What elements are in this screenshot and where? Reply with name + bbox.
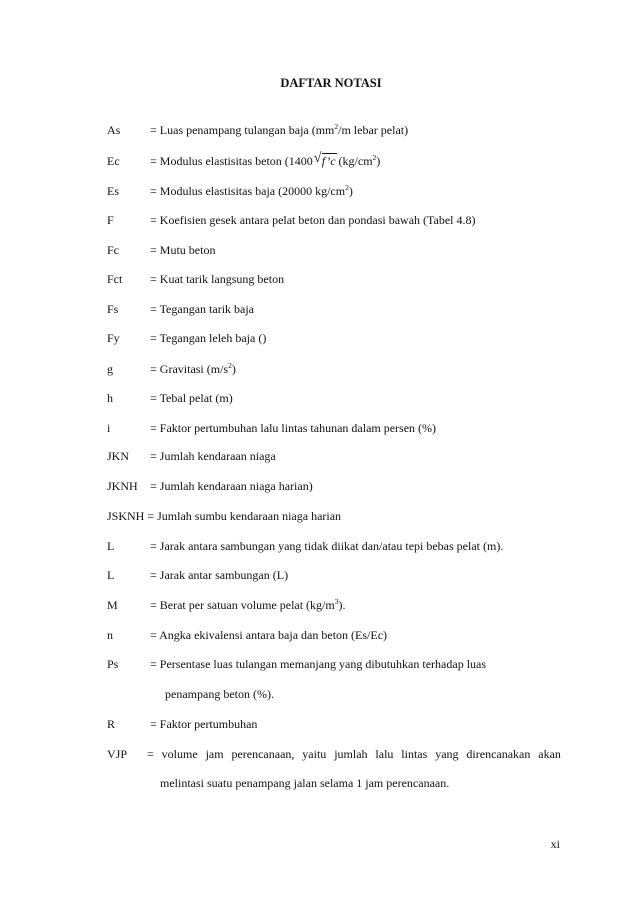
- notation-definition: [150, 271, 284, 287]
- notation-symbol: Es: [107, 184, 119, 198]
- definition-text: Koefisien gesek antara pelat beton dan pondasi bawah (Tabel 4.8): [159, 213, 476, 227]
- equals-sign: =: [150, 628, 160, 642]
- notation-symbol: F: [107, 213, 114, 227]
- definition-text: Mutu beton: [159, 243, 216, 257]
- notation-symbol: M: [107, 598, 118, 612]
- definition-word: yang: [435, 747, 459, 761]
- notation-definition: [150, 478, 313, 494]
- definition-word: yaitu: [302, 747, 327, 761]
- definition-word: jumlah: [334, 747, 368, 761]
- notation-definition: [150, 330, 266, 346]
- definition-word: lalu: [375, 747, 394, 761]
- notation-symbol: n: [107, 628, 113, 642]
- notation-definition: [150, 242, 215, 258]
- definition-text: ): [348, 184, 353, 198]
- definition-text: ): [376, 154, 381, 168]
- definition-text: Jarak antar sambungan (L): [159, 568, 289, 582]
- page-number: xi: [550, 837, 560, 851]
- definition-text: Jarak antara sambungan yang tidak diikat dan/atau tepi bebas pelat (m).: [159, 539, 504, 553]
- notation-definition: [150, 716, 257, 732]
- notation-definition: [150, 122, 408, 138]
- equals-sign: =: [150, 717, 160, 731]
- equals-sign: =: [150, 184, 160, 198]
- equals-sign: =: [150, 331, 160, 345]
- definition-continuation: melintasi suatu penampang jalan selama 1 jam perencanaan.: [160, 776, 450, 790]
- superscript: 3: [334, 597, 339, 606]
- radicand: f’c: [321, 154, 336, 168]
- notation-symbol: Fs: [107, 302, 119, 316]
- definition-text: Tebal pelat (m): [159, 391, 233, 405]
- definition-text: Gravitasi (m/s: [159, 362, 229, 376]
- notation-symbol: g: [107, 362, 113, 376]
- notation-definition: [150, 448, 276, 464]
- definition-text: Tegangan leleh baja (): [159, 331, 267, 345]
- definition-word: lintas: [401, 747, 428, 761]
- definition-word: direncanakan: [466, 747, 531, 761]
- notation-symbol: As: [107, 123, 121, 137]
- page-title: DAFTAR NOTASI: [280, 76, 382, 90]
- equals-sign: =: [150, 391, 160, 405]
- equals-sign: =: [150, 302, 160, 316]
- definition-text: Kuat tarik langsung beton: [159, 272, 285, 286]
- definition-word: jam: [205, 747, 224, 761]
- definition-text: Berat per satuan volume pelat (kg/m: [159, 598, 335, 612]
- equals-sign: =: [150, 539, 160, 553]
- equals-sign: =: [150, 657, 160, 671]
- superscript: 2: [228, 361, 232, 370]
- equals-sign: =: [150, 272, 160, 286]
- definition-word: volume: [161, 747, 198, 761]
- radical-bar: [322, 153, 337, 154]
- definition-text: Modulus elastisitas baja (20000 kg/cm: [159, 184, 346, 198]
- notation-symbol: L: [107, 539, 115, 553]
- notation-symbol: i: [107, 421, 111, 435]
- definition-text: Angka ekivalensi antara baja dan beton (Es/Ec): [159, 628, 388, 642]
- definition-text: Faktor pertumbuhan lalu lintas tahunan dalam persen (%): [159, 421, 437, 435]
- definition-text: Luas penampang tulangan baja (mm: [159, 123, 335, 137]
- equals-sign: =: [150, 123, 160, 137]
- definition-continuation: penampang beton (%).: [165, 687, 274, 701]
- definition-text: Jumlah kendaraan niaga harian): [159, 479, 313, 493]
- notation-definition: [147, 746, 561, 762]
- definition-text: Jumlah kendaraan niaga: [159, 449, 276, 463]
- notation-symbol: Fc: [107, 243, 119, 257]
- notation-symbol: Ec: [107, 154, 120, 168]
- radical-sign-icon: √: [313, 151, 322, 166]
- square-root-symbol: [314, 153, 336, 169]
- notation-symbol: VJP: [107, 747, 128, 761]
- definition-text: /m lebar pelat): [338, 123, 409, 137]
- equals-sign: =: [150, 213, 160, 227]
- definition-text: Persentase luas tulangan memanjang yang dibutuhkan terhadap luas: [159, 657, 487, 671]
- definition-text: ): [231, 362, 236, 376]
- superscript: 2: [345, 183, 349, 192]
- notation-definition: [150, 597, 345, 613]
- notation-symbol: Fy: [107, 331, 120, 345]
- notation-definition: [150, 420, 436, 436]
- notation-symbol: Ps: [107, 657, 119, 671]
- definition-text: Tegangan tarik baja: [159, 302, 255, 316]
- notation-definition: [150, 567, 288, 583]
- equals-sign: =: [150, 449, 160, 463]
- notation-definition: [150, 301, 254, 317]
- equals-sign: =: [150, 154, 160, 168]
- notation-symbol: JKNH: [107, 479, 138, 493]
- equals-sign: =: [150, 243, 160, 257]
- definition-word: =: [147, 747, 154, 761]
- notation-definition: [150, 212, 476, 228]
- notation-definition: [150, 153, 380, 169]
- equals-sign: =: [150, 598, 160, 612]
- notation-definition: [150, 656, 486, 672]
- equals-sign: =: [150, 568, 160, 582]
- notation-definition: [150, 390, 233, 406]
- notation-definition: [150, 183, 353, 199]
- equals-sign: =: [150, 362, 160, 376]
- definition-word: perencanaan,: [231, 747, 295, 761]
- superscript: 2: [372, 153, 377, 162]
- notation-symbol: L: [107, 568, 115, 582]
- definition-text: Modulus elastisitas beton (1400: [159, 154, 313, 168]
- notation-line: JSKNH = Jumlah sumbu kendaraan niaga harian: [107, 509, 342, 523]
- equals-sign: =: [150, 421, 160, 435]
- definition-text: ).: [338, 598, 346, 612]
- definition-text: (kg/cm: [335, 154, 373, 168]
- definition-text: Faktor pertumbuhan: [159, 717, 258, 731]
- notation-definition: [150, 538, 503, 554]
- definition-word: akan: [538, 747, 561, 761]
- notation-symbol: h: [107, 391, 113, 405]
- notation-symbol: R: [107, 717, 116, 731]
- notation-definition: [150, 361, 236, 377]
- notation-symbol: Fct: [107, 272, 123, 286]
- notation-symbol: JKN: [107, 449, 130, 463]
- notation-definition: [150, 627, 387, 643]
- superscript: 2: [334, 122, 339, 131]
- equals-sign: =: [150, 479, 160, 493]
